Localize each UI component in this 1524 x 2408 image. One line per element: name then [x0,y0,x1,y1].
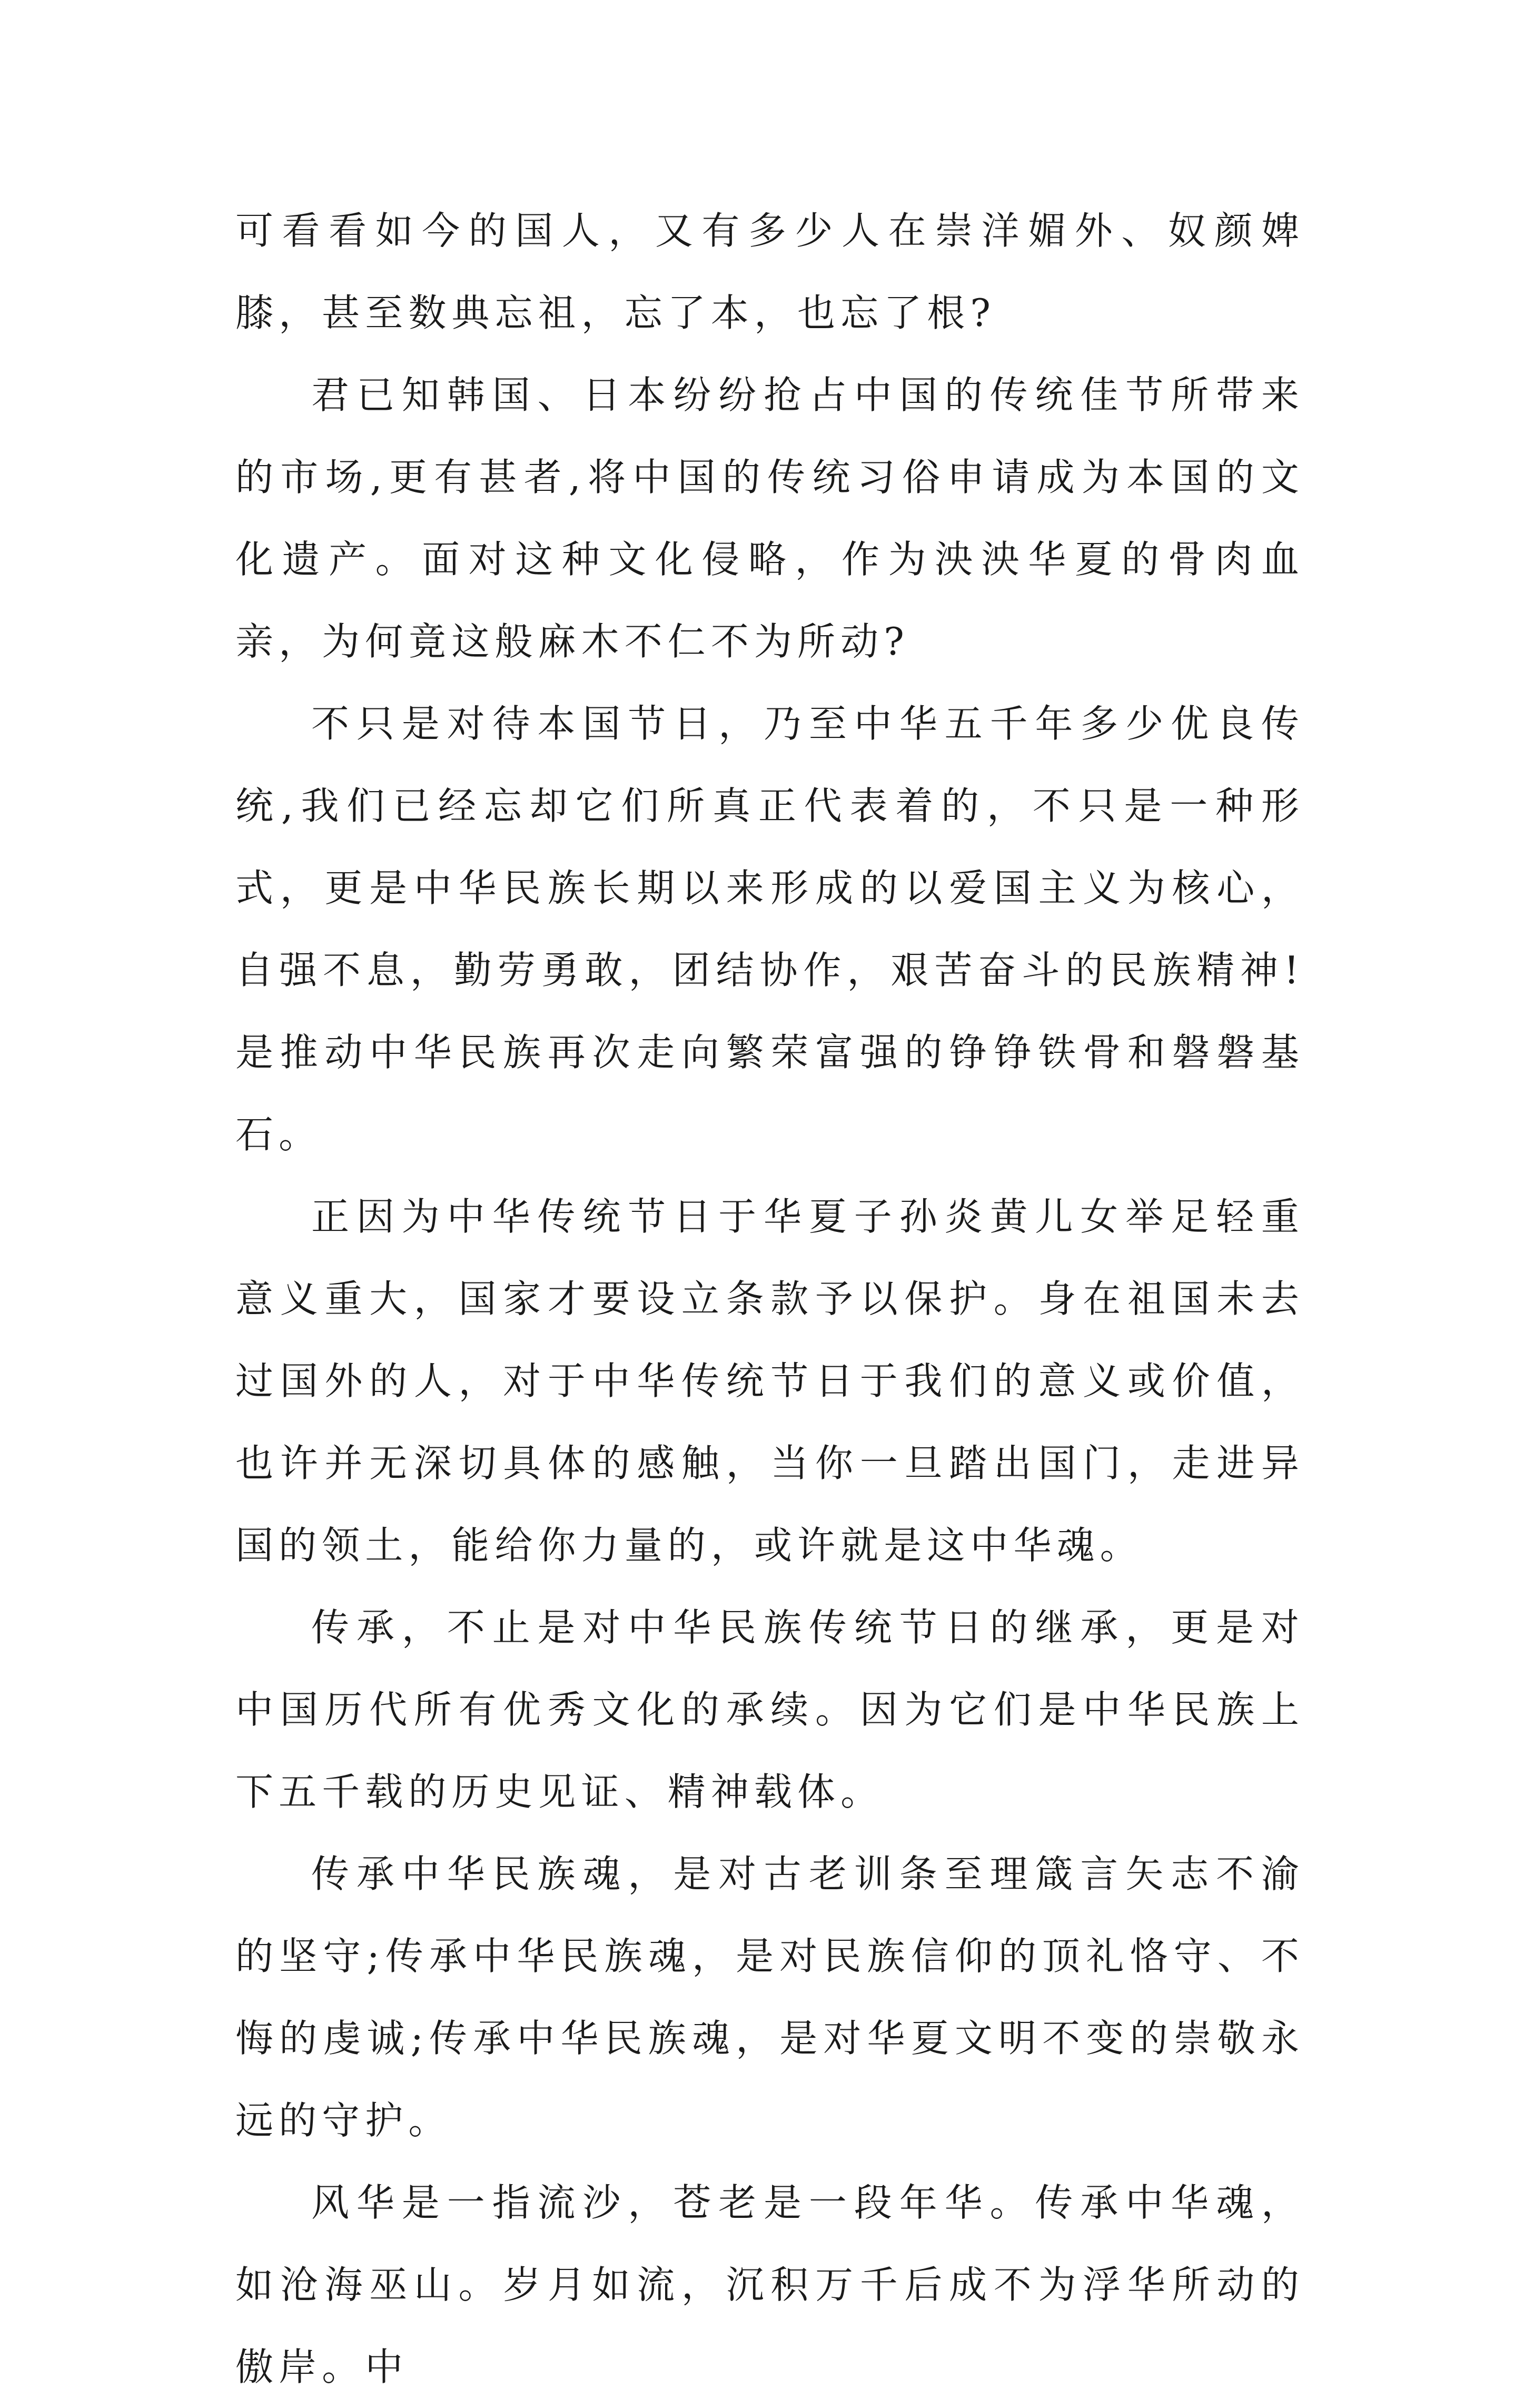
document-body [235,190,1304,2408]
paragraph: 君已知韩国、日本纷纷抢占中国的传统佳节所带来的市场,更有甚者,将中国的传统习俗申请成为本国的文化遗产。面对这种文化侵略，作为泱泱华夏的骨肉血亲，为何竟这般麻木不仁不为所动? [235,373,1304,664]
paragraph: 风华是一指流沙，苍老是一段年华。传承中华魂，如沧海巫山。岁月如流，沉积万千后成不为浮华所动的傲岸。中 [235,2180,1304,2389]
paragraph: 传承，不止是对中华民族传统节日的继承，更是对中国历代所有优秀文化的承续。因为它们是中华民族上下五千载的历史见证、精神载体。 [235,1605,1304,1814]
paragraph: 不只是对待本国节日，乃至中华五千年多少优良传统,我们已经忘却它们所真正代表着的，不只是一种形式，更是中华民族长期以来形成的以爱国主义为核心，自强不息，勤劳勇敢，团结协作，艰苦奋斗的民族精神!是推动中华民族再次走向繁荣富强的铮铮铁骨和磐磐基石。 [235,702,1304,1157]
paragraph: 可看看如今的国人，又有多少人在崇洋媚外、奴颜婢膝，甚至数典忘祖，忘了本，也忘了根? [235,209,1304,335]
paragraph: 传承中华民族魂，是对古老训条至理箴言矢志不渝的坚守;传承中华民族魂，是对民族信仰的顶礼恪守、不悔的虔诚;传承中华民族魂，是对华夏文明不变的崇敬永远的守护。 [235,1852,1304,2143]
paragraph: 正因为中华传统节日于华夏子孙炎黄儿女举足轻重意义重大，国家才要设立条款予以保护。身在祖国未去过国外的人，对于中华传统节日于我们的意义或价值，也许并无深切具体的感触，当你一旦踏出国门，走进异国的领土，能给你力量的，或许就是这中华魂。 [235,1195,1304,1567]
